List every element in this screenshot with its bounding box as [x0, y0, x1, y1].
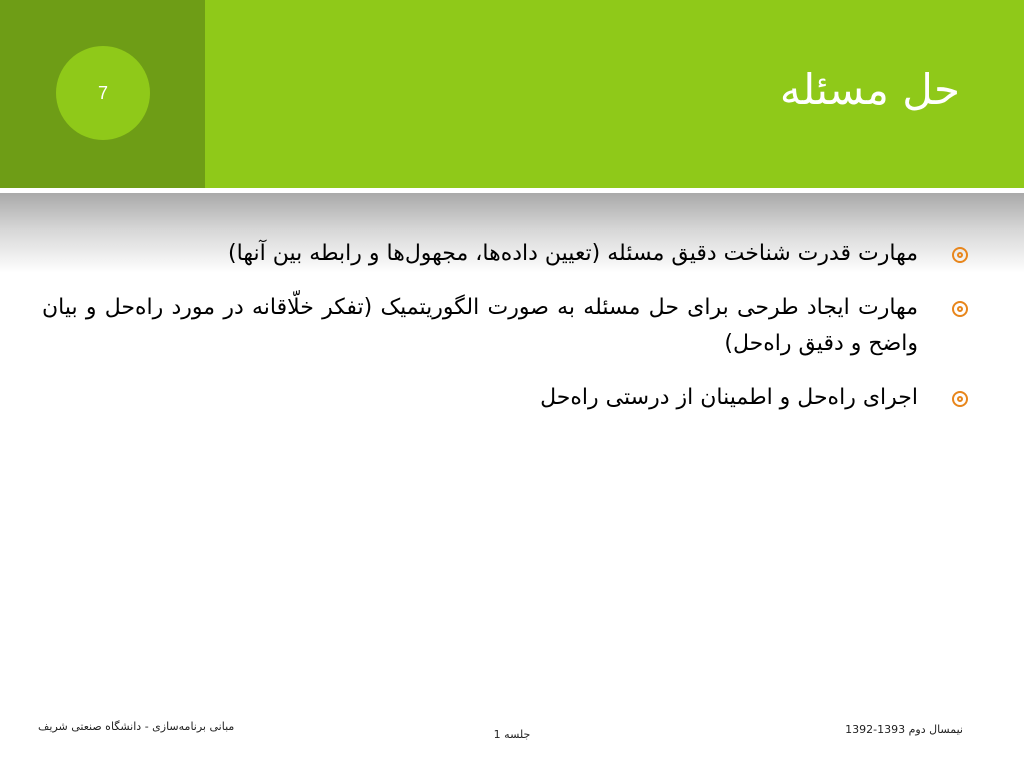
bullet-text: مهارت قدرت شناخت دقیق مسئله (تعیین داده‌ها، مجهول‌ها و رابطه بین آنها) [228, 241, 918, 266]
target-bullet-icon [952, 391, 968, 407]
target-bullet-icon [952, 247, 968, 263]
bullet-item [42, 380, 972, 416]
slide-number: 7 [97, 83, 108, 103]
footer-term-label: نیمسال دوم 1393-1392 [845, 723, 963, 736]
bullet-list [42, 236, 972, 434]
footer-course-label: مبانی برنامه‌سازی - دانشگاه صنعتی شریف [38, 720, 235, 733]
footer-session-label: جلسه 1 [493, 728, 531, 741]
slide-title: حل مسئله [779, 65, 960, 114]
bullet-text: اجرای راه‌حل و اطمینان از درستی راه‌حل [540, 385, 918, 410]
bullet-text: مهارت ایجاد طرحی برای حل مسئله به صورت الگوریتمیک (تفکر خلّاقانه در مورد راه‌حل و بیان واضح و دقیق راه‌حل) [42, 295, 918, 356]
bullet-item [42, 290, 972, 362]
target-bullet-icon [952, 301, 968, 317]
bullet-item [42, 236, 972, 272]
